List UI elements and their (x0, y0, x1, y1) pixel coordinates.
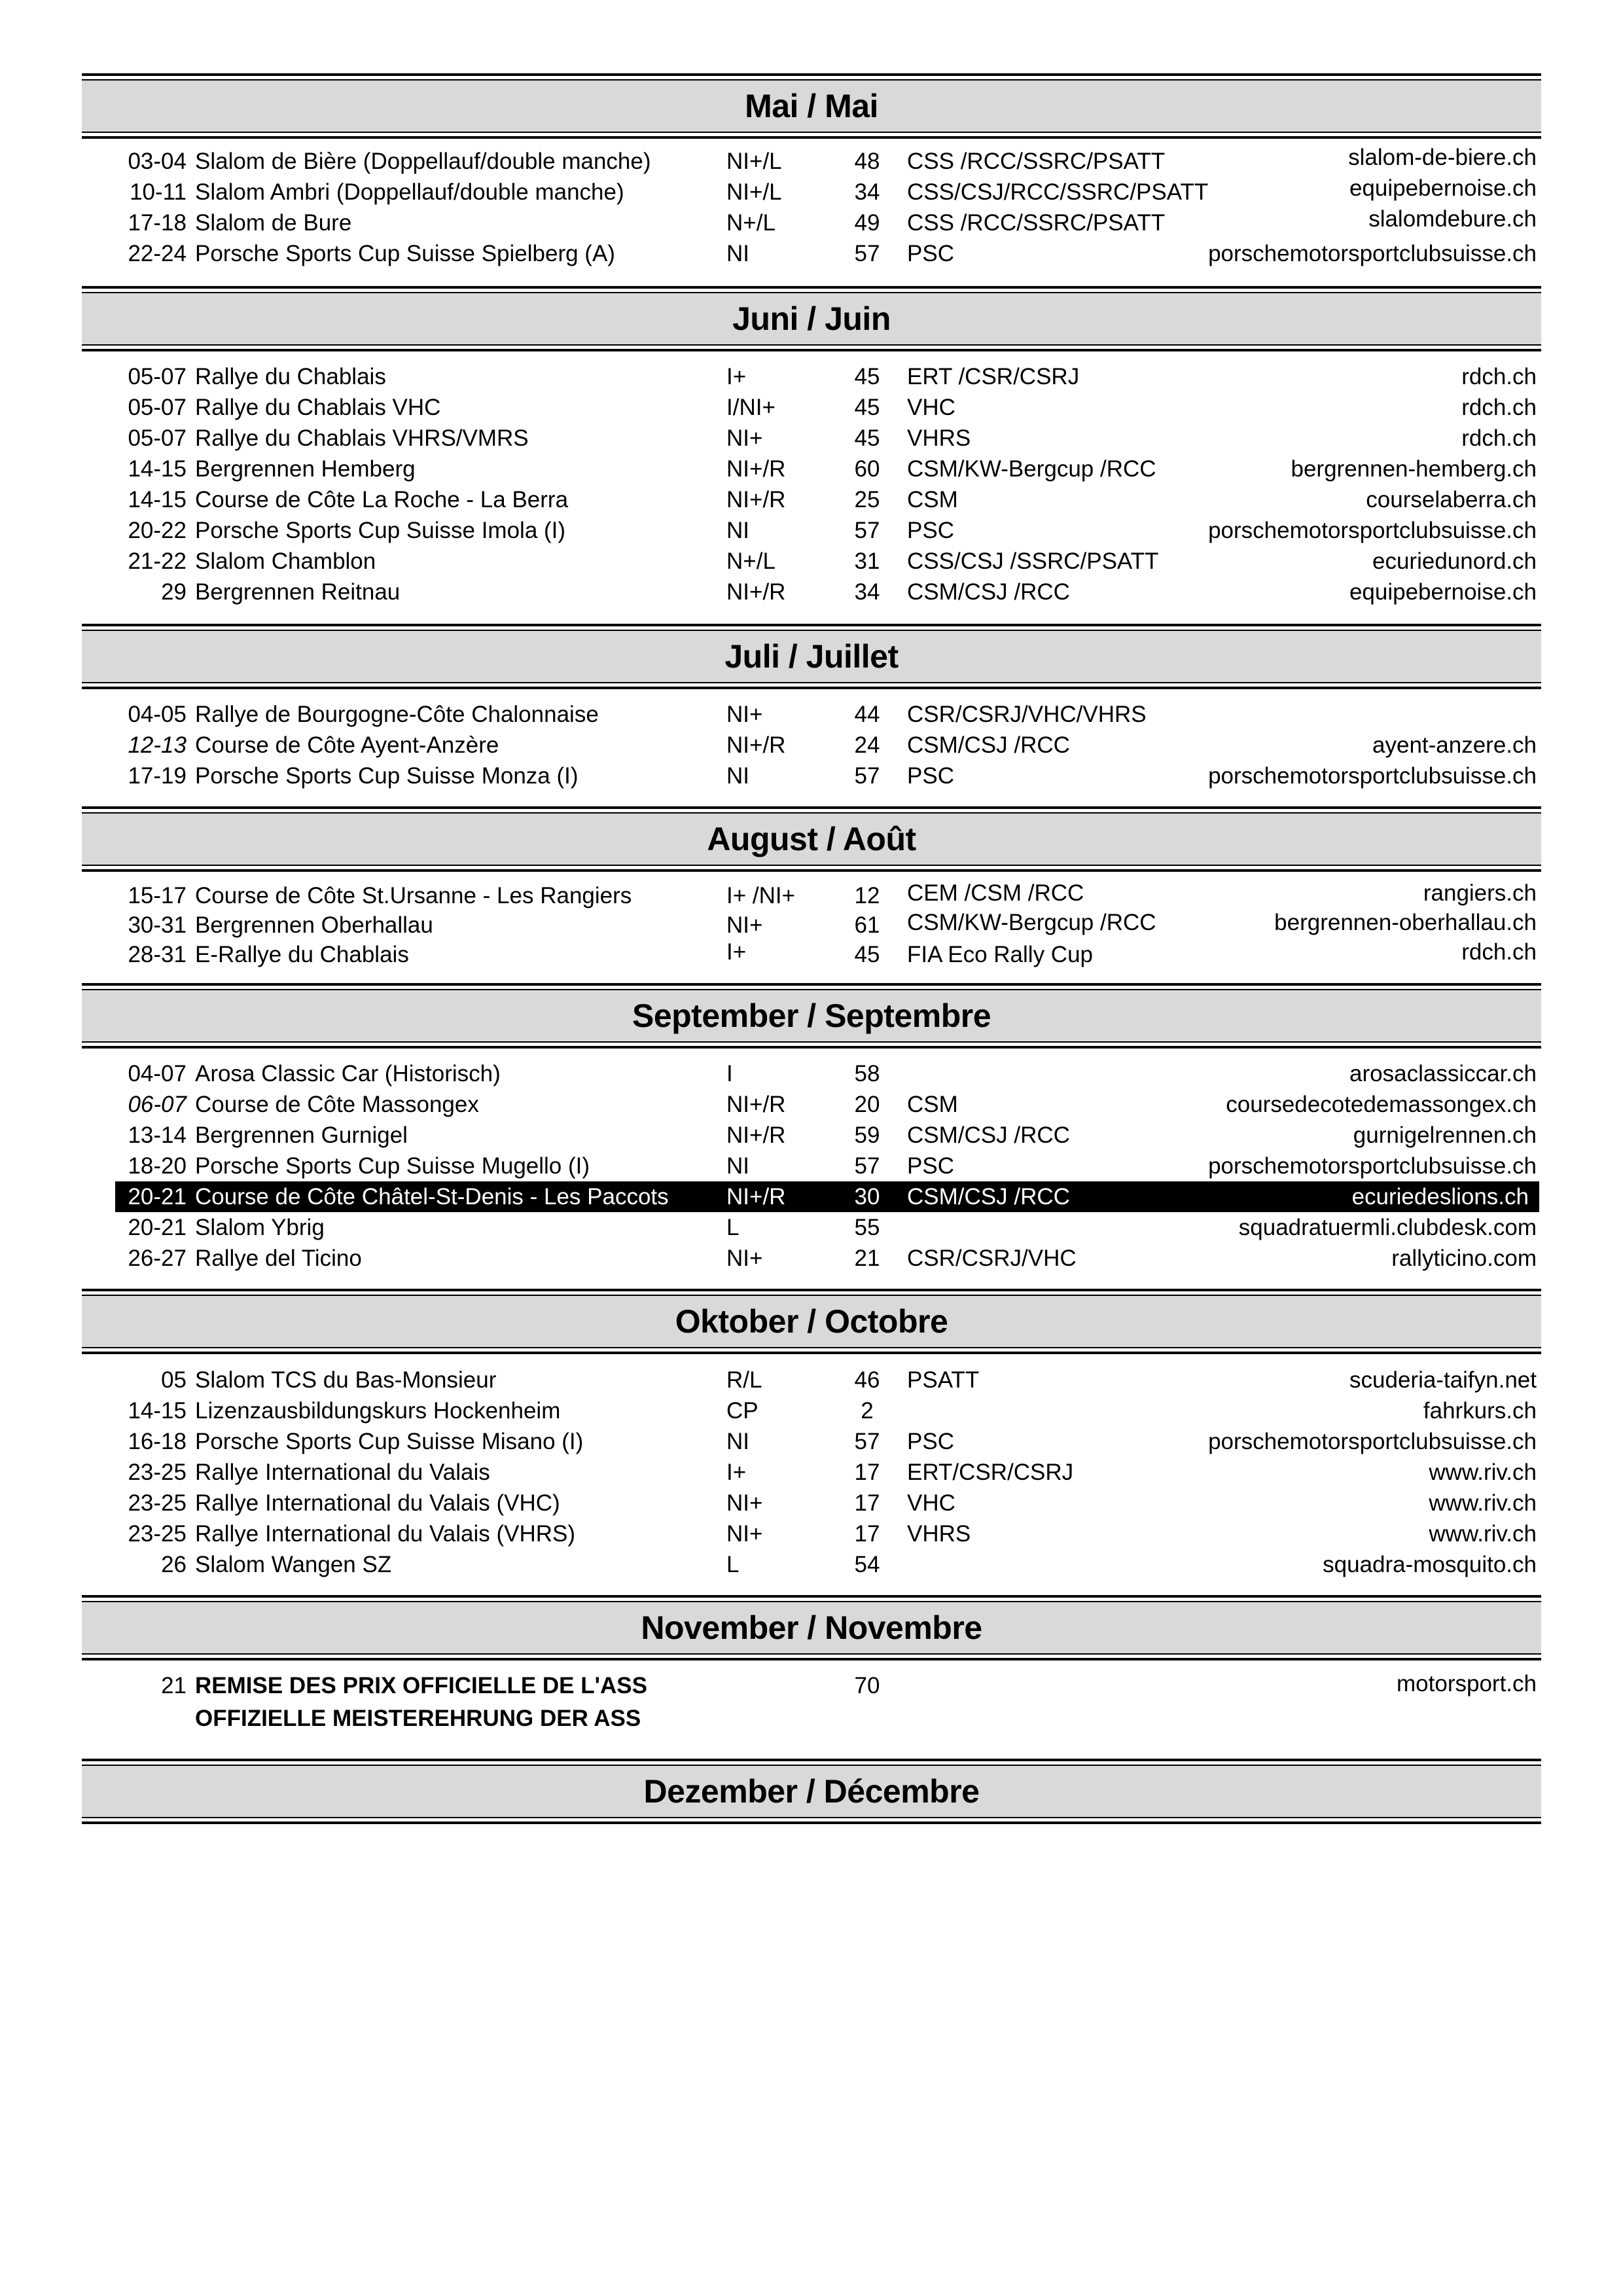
event-championship: CSM/CSJ /RCC (907, 732, 1070, 758)
month-title: August / Août (707, 821, 916, 857)
event-date: 17-18 (128, 210, 187, 236)
event-category: R/L (726, 1367, 762, 1393)
event-website: gurnigelrennen.ch (1353, 1122, 1537, 1148)
event-date: 21 (161, 1673, 187, 1698)
event-date: 18-20 (128, 1153, 187, 1179)
event-number: 44 (854, 702, 880, 727)
event-category: I+ /NI+ (726, 883, 796, 908)
event-number: 2 (861, 1398, 874, 1424)
event-championship: CEM /CSM /RCC (907, 880, 1084, 906)
event-number: 57 (854, 1153, 880, 1179)
event-championship: CSM/CSJ /RCC (907, 1122, 1070, 1148)
event-name: Rallye International du Valais (VHRS) (195, 1521, 576, 1547)
event-website: rallyticino.com (1391, 1246, 1537, 1271)
event-name: Rallye du Chablais VHC (195, 395, 441, 420)
event-date: 17-19 (128, 763, 187, 789)
event-row (111, 1488, 1551, 1518)
month-title: Oktober / Octobre (675, 1303, 948, 1340)
event-name: Rallye du Chablais VHRS/VMRS (195, 425, 529, 451)
event-date: 14-15 (128, 456, 187, 482)
event-number: 34 (854, 579, 880, 605)
event-category: N+/L (726, 210, 776, 236)
event-date: 14-15 (128, 487, 187, 512)
event-number: 45 (854, 395, 880, 420)
event-name: Bergrennen Gurnigel (195, 1122, 408, 1148)
event-date: 20-21 (128, 1184, 187, 1210)
event-number: 58 (854, 1061, 880, 1086)
month-header-juni (82, 286, 1541, 351)
event-date: 20-21 (128, 1215, 187, 1240)
event-row (111, 146, 1551, 177)
event-category: NI+ (726, 1246, 763, 1271)
event-number: 57 (854, 763, 880, 789)
event-date: 05-07 (128, 425, 187, 451)
event-championship: VHC (907, 395, 955, 420)
event-number: 17 (854, 1521, 880, 1547)
event-number: 49 (854, 210, 880, 236)
event-championship: CSM/KW-Bergcup /RCC (907, 456, 1156, 482)
month-header-september (82, 983, 1541, 1049)
event-championship: PSC (907, 1429, 954, 1454)
event-row (111, 1120, 1551, 1151)
event-date: 04-07 (128, 1061, 187, 1086)
event-website: arosaclassiccar.ch (1349, 1061, 1537, 1086)
event-date: 23-25 (128, 1490, 187, 1516)
event-championship: CSS /RCC/SSRC/PSATT (907, 149, 1166, 174)
event-website: porschemotorsportclubsuisse.ch (1208, 1429, 1537, 1454)
event-category: I+ (726, 1460, 747, 1485)
event-row (111, 1549, 1551, 1580)
event-number: 17 (854, 1460, 880, 1485)
event-website: www.riv.ch (1429, 1460, 1537, 1485)
event-row (111, 515, 1551, 546)
event-name: Slalom Wangen SZ (195, 1552, 392, 1577)
event-date: 28-31 (128, 942, 187, 967)
event-championship: CSM (907, 487, 958, 512)
event-championship: VHRS (907, 1521, 971, 1547)
month-header-november (82, 1595, 1541, 1660)
event-website: porschemotorsportclubsuisse.ch (1208, 241, 1537, 266)
event-name: Bergrennen Hemberg (195, 456, 416, 482)
event-website: scuderia-taifyn.net (1349, 1367, 1537, 1393)
event-row (111, 1212, 1551, 1243)
event-date: 05 (161, 1367, 187, 1393)
event-category: NI (726, 518, 749, 543)
month-title: Juni / Juin (732, 300, 891, 337)
event-date: 30-31 (128, 912, 187, 938)
event-championship: VHC (907, 1490, 955, 1516)
event-name: Porsche Sports Cup Suisse Spielberg (A) (195, 241, 615, 266)
event-row (111, 177, 1551, 207)
event-category: I (726, 1061, 733, 1086)
event-row (111, 1365, 1551, 1395)
event-championship: CSS /RCC/SSRC/PSATT (907, 210, 1166, 236)
event-date: 05-07 (128, 364, 187, 389)
event-website: bergrennen-hemberg.ch (1291, 456, 1537, 482)
event-name: Slalom Ambri (Doppellauf/double manche) (195, 179, 624, 205)
event-date: 15-17 (128, 883, 187, 908)
event-name: Rallye International du Valais (195, 1460, 490, 1485)
event-number: 61 (854, 912, 880, 938)
event-name: REMISE DES PRIX OFFICIELLE DE L'ASS (195, 1673, 647, 1698)
month-title: September / Septembre (632, 997, 991, 1034)
event-category: N+/L (726, 548, 776, 574)
event-name: Course de Côte Châtel-St-Denis - Les Paccots (195, 1184, 669, 1210)
event-row (111, 730, 1551, 761)
event-number: 54 (854, 1552, 880, 1577)
event-championship: PSC (907, 1153, 954, 1179)
event-date: 22-24 (128, 241, 187, 266)
event-website: rdch.ch (1461, 425, 1537, 451)
event-championship: FIA Eco Rally Cup (907, 942, 1093, 967)
event-date: 05-07 (128, 395, 187, 420)
event-number: 21 (854, 1246, 880, 1271)
event-number: 57 (854, 241, 880, 266)
event-date: 14-15 (128, 1398, 187, 1424)
event-number: 57 (854, 518, 880, 543)
event-category: NI+/R (726, 579, 786, 605)
event-number: 17 (854, 1490, 880, 1516)
event-championship: CSM/CSJ /RCC (907, 1184, 1070, 1210)
event-website: porschemotorsportclubsuisse.ch (1208, 1153, 1537, 1179)
event-number: 12 (854, 883, 880, 908)
event-category: NI+/R (726, 1092, 786, 1117)
event-date: 06-07 (128, 1092, 187, 1117)
event-category: NI (726, 763, 749, 789)
event-website: equipebernoise.ch (1349, 175, 1537, 201)
event-category: NI+/L (726, 149, 782, 174)
event-championship: CSM/KW-Bergcup /RCC (907, 910, 1156, 935)
event-number: 70 (854, 1673, 880, 1698)
event-category: NI+ (726, 912, 763, 938)
event-date: 20-22 (128, 518, 187, 543)
event-row (111, 484, 1551, 515)
event-website: rdch.ch (1461, 395, 1537, 420)
event-category: NI+/R (726, 456, 786, 482)
event-category: I+ (726, 939, 747, 965)
month-header-juli (82, 624, 1541, 689)
event-website: slalomdebure.ch (1368, 206, 1537, 232)
event-championship: CSM/CSJ /RCC (907, 579, 1070, 605)
event-date: 16-18 (128, 1429, 187, 1454)
event-championship: CSM (907, 1092, 958, 1117)
event-date: 12-13 (128, 732, 187, 758)
event-website: www.riv.ch (1429, 1490, 1537, 1516)
event-row (111, 423, 1551, 454)
event-date: 23-25 (128, 1521, 187, 1547)
event-row (111, 761, 1551, 791)
event-row (111, 546, 1551, 577)
event-row (111, 392, 1551, 423)
event-category: CP (726, 1398, 758, 1424)
event-category: NI+/R (726, 1184, 786, 1210)
event-championship: ERT/CSR/CSRJ (907, 1460, 1074, 1485)
event-name: Arosa Classic Car (Historisch) (195, 1061, 501, 1086)
event-website: coursedecotedemassongex.ch (1226, 1092, 1537, 1117)
event-category: NI+ (726, 702, 763, 727)
event-championship: PSC (907, 763, 954, 789)
month-title: Mai / Mai (745, 88, 878, 124)
event-number: 55 (854, 1215, 880, 1240)
event-name: Rallye de Bourgogne-Côte Chalonnaise (195, 702, 599, 727)
event-row (111, 1426, 1551, 1457)
event-row (111, 1243, 1551, 1274)
event-championship: PSC (907, 518, 954, 543)
event-name: Slalom de Bière (Doppellauf/double manche) (195, 149, 651, 174)
event-championship: CSR/CSRJ/VHC/VHRS (907, 702, 1147, 727)
event-category: L (726, 1215, 740, 1240)
event-category: NI (726, 1429, 749, 1454)
event-website: porschemotorsportclubsuisse.ch (1208, 763, 1537, 789)
event-name: Porsche Sports Cup Suisse Misano (I) (195, 1429, 584, 1454)
event-row (111, 1089, 1551, 1120)
event-number: 30 (854, 1184, 880, 1210)
event-website: courselaberra.ch (1366, 487, 1537, 512)
event-name: Porsche Sports Cup Suisse Mugello (I) (195, 1153, 590, 1179)
event-row (111, 880, 1551, 911)
event-category: L (726, 1552, 740, 1577)
event-name: Slalom TCS du Bas-Monsieur (195, 1367, 497, 1393)
event-number: 25 (854, 487, 880, 512)
event-category: NI+/L (726, 179, 782, 205)
event-name: Rallye International du Valais (VHC) (195, 1490, 560, 1516)
event-website: squadratuermli.clubdesk.com (1238, 1215, 1537, 1240)
event-number: 24 (854, 732, 880, 758)
event-row (111, 1518, 1551, 1549)
event-date: 23-25 (128, 1460, 187, 1485)
event-row (111, 910, 1551, 941)
event-row (111, 361, 1551, 392)
event-category: NI+ (726, 1490, 763, 1516)
event-championship: PSATT (907, 1367, 980, 1393)
event-row (111, 577, 1551, 607)
event-number: 45 (854, 425, 880, 451)
event-row (111, 1395, 1551, 1426)
event-website: rangiers.ch (1423, 880, 1537, 906)
event-website: porschemotorsportclubsuisse.ch (1208, 518, 1537, 543)
event-row (111, 1670, 1551, 1701)
event-name: Slalom de Bure (195, 210, 352, 236)
event-category: I/NI+ (726, 395, 776, 420)
event-name: Slalom Ybrig (195, 1215, 325, 1240)
event-date: 21-22 (128, 548, 187, 574)
event-name: Rallye del Ticino (195, 1246, 362, 1271)
event-website: rdch.ch (1461, 939, 1537, 965)
event-number: 31 (854, 548, 880, 574)
event-row (111, 207, 1551, 238)
event-row (111, 1457, 1551, 1488)
event-name: Lizenzausbildungskurs Hockenheim (195, 1398, 561, 1424)
event-number: 34 (854, 179, 880, 205)
event-name: Course de Côte La Roche - La Berra (195, 487, 569, 512)
event-category: NI+ (726, 425, 763, 451)
event-row (111, 699, 1551, 730)
event-name: Course de Côte Ayent-Anzère (195, 732, 499, 758)
event-category: NI (726, 241, 749, 266)
event-number: 45 (854, 942, 880, 967)
event-website: motorsport.ch (1397, 1671, 1537, 1696)
event-website: www.riv.ch (1429, 1521, 1537, 1547)
event-website: slalom-de-biere.ch (1348, 145, 1537, 170)
event-championship: VHRS (907, 425, 971, 451)
event-number: 57 (854, 1429, 880, 1454)
event-website: ecuriedeslions.ch (1351, 1184, 1529, 1210)
event-name: Course de Côte Massongex (195, 1092, 479, 1117)
event-date: 04-05 (128, 702, 187, 727)
event-name: Rallye du Chablais (195, 364, 386, 389)
event-website: ecuriedunord.ch (1372, 548, 1537, 574)
event-website: fahrkurs.ch (1423, 1398, 1537, 1424)
event-category: I+ (726, 364, 747, 389)
event-championship: CSR/CSRJ/VHC (907, 1246, 1077, 1271)
month-title: November / Novembre (641, 1609, 982, 1646)
event-row-highlighted (115, 1181, 1539, 1212)
event-championship: CSS/CSJ /SSRC/PSATT (907, 548, 1159, 574)
event-row (111, 454, 1551, 484)
event-category: NI+/R (726, 732, 786, 758)
event-name: Porsche Sports Cup Suisse Imola (I) (195, 518, 566, 543)
event-date: 26-27 (128, 1246, 187, 1271)
event-number: 48 (854, 149, 880, 174)
event-name: Course de Côte St.Ursanne - Les Rangiers (195, 883, 632, 908)
event-date: 03-04 (128, 149, 187, 174)
event-name: E-Rallye du Chablais (195, 942, 409, 967)
event-number: 46 (854, 1367, 880, 1393)
event-category: NI+/R (726, 1122, 786, 1148)
event-row (111, 939, 1551, 970)
event-championship: PSC (907, 241, 954, 266)
month-header-august (82, 806, 1541, 872)
event-website: bergrennen-oberhallau.ch (1274, 910, 1537, 935)
event-number: 59 (854, 1122, 880, 1148)
event-website: rdch.ch (1461, 364, 1537, 389)
event-date: 29 (161, 579, 187, 605)
month-header-oktober (82, 1289, 1541, 1354)
month-header-mai (82, 73, 1541, 139)
event-website: equipebernoise.ch (1349, 579, 1537, 605)
month-header-dezember (82, 1759, 1541, 1824)
event-name: Porsche Sports Cup Suisse Monza (I) (195, 763, 579, 789)
event-date: 26 (161, 1552, 187, 1577)
event-row (111, 238, 1551, 269)
event-name: Slalom Chamblon (195, 548, 376, 574)
event-date: 10-11 (130, 179, 187, 205)
event-row (111, 1151, 1551, 1181)
event-number: 60 (854, 456, 880, 482)
event-date: 13-14 (128, 1122, 187, 1148)
event-championship: CSS/CSJ/RCC/SSRC/PSATT (907, 179, 1209, 205)
month-title: Juli / Juillet (724, 638, 899, 675)
event-category: NI (726, 1153, 749, 1179)
event-championship: ERT /CSR/CSRJ (907, 364, 1080, 389)
event-name: Bergrennen Oberhallau (195, 912, 433, 938)
event-row (111, 1058, 1551, 1089)
month-title: Dezember / Décembre (643, 1773, 980, 1810)
event-name-line2: OFFIZIELLE MEISTEREHRUNG DER ASS (195, 1706, 641, 1731)
event-category: NI+/R (726, 487, 786, 512)
event-category: NI+ (726, 1521, 763, 1547)
event-website: squadra-mosquito.ch (1323, 1552, 1537, 1577)
event-website: ayent-anzere.ch (1372, 732, 1537, 758)
event-number: 20 (854, 1092, 880, 1117)
event-number: 45 (854, 364, 880, 389)
event-name: Bergrennen Reitnau (195, 579, 401, 605)
